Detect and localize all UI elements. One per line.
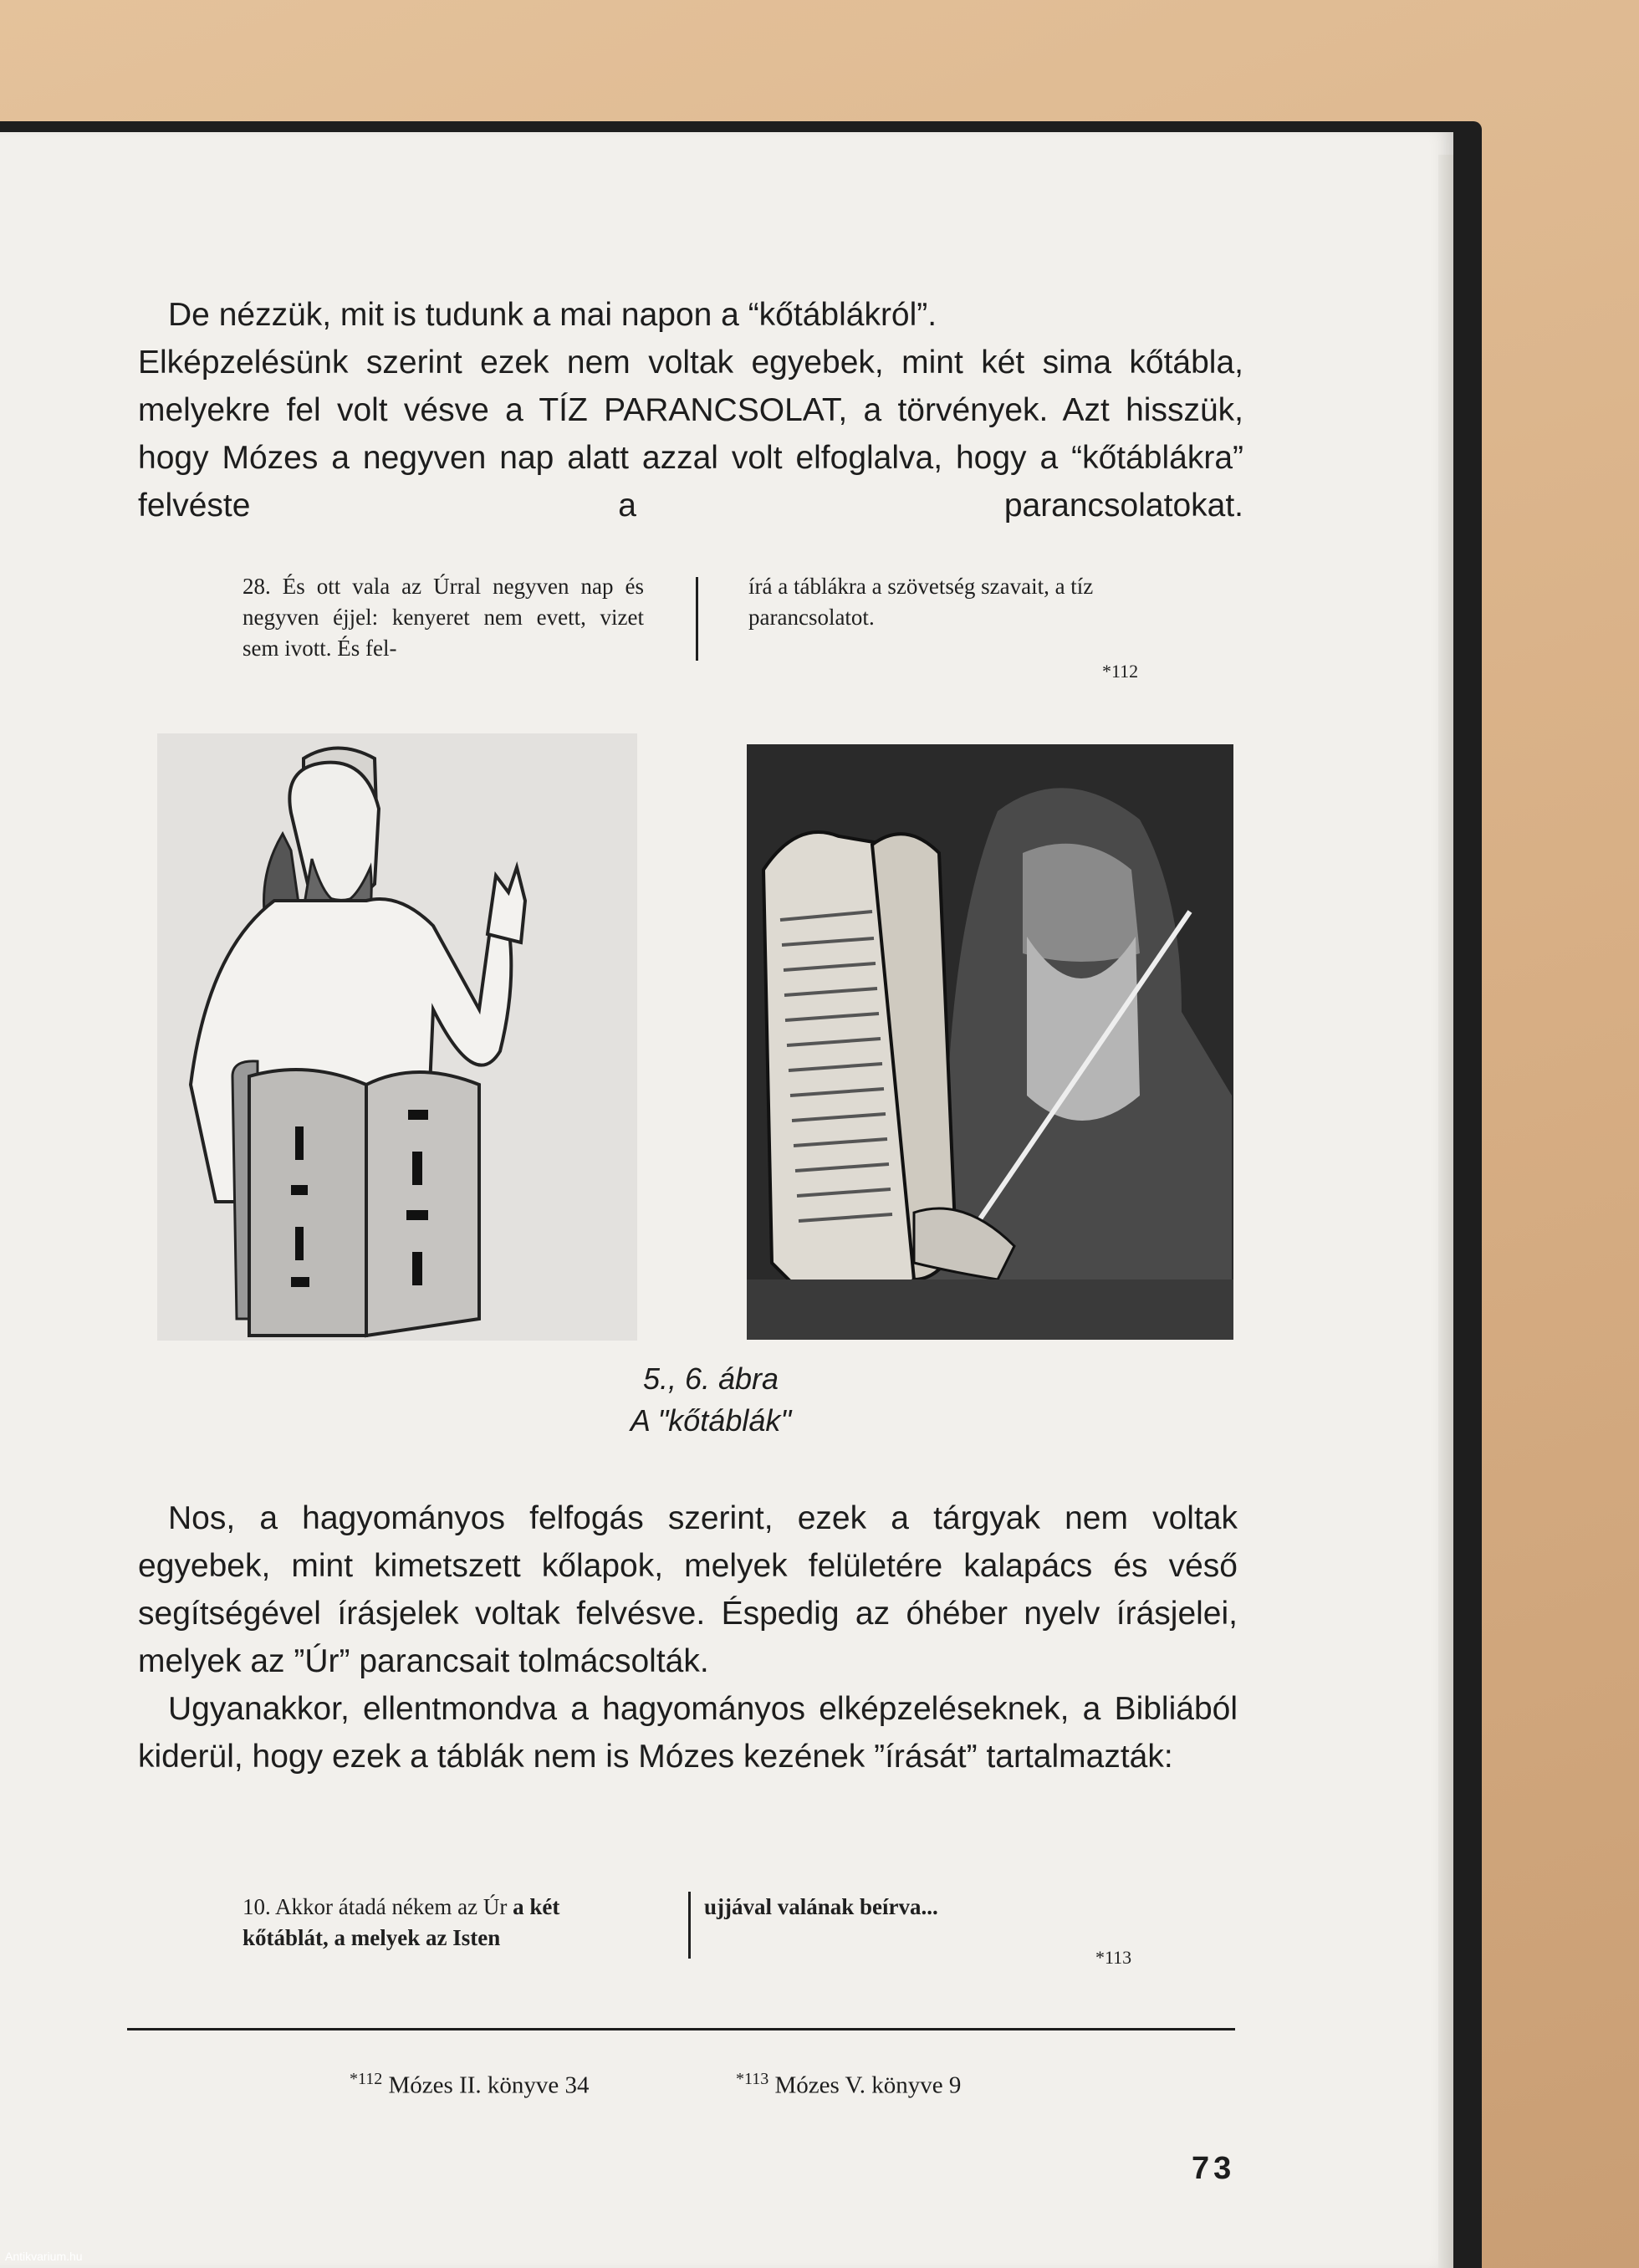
quote1-left: 28. És ott vala az Úrral negyven nap és negyven éjjel: kenyeret nem evett, vizet sem ivott. És fel-: [243, 574, 644, 661]
quote2-left-plain: 10. Akkor átadá nékem az Úr: [243, 1894, 508, 1919]
quote2-left: [243, 1892, 636, 1954]
quote1-footnote-marker: *112: [1102, 661, 1139, 682]
intro-paragraph: [138, 291, 1243, 529]
main-paragraphs: [138, 1494, 1238, 1780]
watermark: Antikvarium.hu: [5, 2250, 83, 2263]
paragraph-3: Ugyanakkor, ellentmondva a hagyományos elképzeléseknek, a Bibliából kiderül, hogy ezek a táblák nem is Mózes kezének ”írását” tartalmazták:: [138, 1691, 1238, 1775]
footnote-112: [350, 2070, 590, 2100]
footnote-113: [736, 2070, 961, 2100]
figure-caption-title: A "kőtáblák": [630, 1403, 792, 1438]
footnote-rule: [127, 2028, 1235, 2030]
quote2-divider: [688, 1892, 691, 1959]
page-number: 73: [1192, 2151, 1236, 2186]
intro-line-2: Elképzelésünk szerint ezek nem voltak egyebek, mint két sima kőtábla, melyekre fel volt vésve a TÍZ PARANCSOLAT, a törvények. Azt hisszük, hogy Mózes a negyven nap alatt azzal volt elfoglalva, hogy a “kőtáblákra” felvéste a parancsolatokat.: [138, 345, 1243, 524]
quote2-right: ujjával valának beírva...: [704, 1894, 938, 1919]
figure-caption-number: 5., 6. ábra: [642, 1361, 779, 1396]
quote1-divider: [696, 577, 698, 661]
quote2-left-bold: a két kőtáblát, a melyek az Isten: [243, 1894, 560, 1950]
footnote-113-ref: *113: [736, 2070, 769, 2088]
figure-moses-drawing: [157, 733, 637, 1341]
footnote-112-text: Mózes II. könyve 34: [388, 2071, 590, 2099]
intro-line-1: De nézzük, mit is tudunk a mai napon a “kőtáblákról”.: [168, 297, 937, 333]
figure-moses-engraving: [747, 744, 1233, 1340]
footnote-113-text: Mózes V. könyve 9: [774, 2071, 962, 2099]
quote1-right: írá a táblákra a szövetség szavait, a tíz parancsolatot.: [748, 574, 1094, 630]
paragraph-2: Nos, a hagyományos felfogás szerint, ezek a tárgyak nem voltak egyebek, mint kimetszett kőlapok, melyek felületére kalapács és véső segítségével írásjelek voltak felvésve. Éspedig az óhéber nyelv írásjelei, melyek az ”Úr” parancsait tolmácsolták.: [138, 1500, 1238, 1679]
footnote-112-ref: *112: [350, 2070, 383, 2088]
page-edge: [1438, 155, 1453, 2268]
moses-engraving-illustration: [747, 744, 1233, 1340]
quote2-footnote-marker: *113: [1095, 1947, 1132, 1968]
moses-drawing-illustration: [157, 733, 637, 1341]
